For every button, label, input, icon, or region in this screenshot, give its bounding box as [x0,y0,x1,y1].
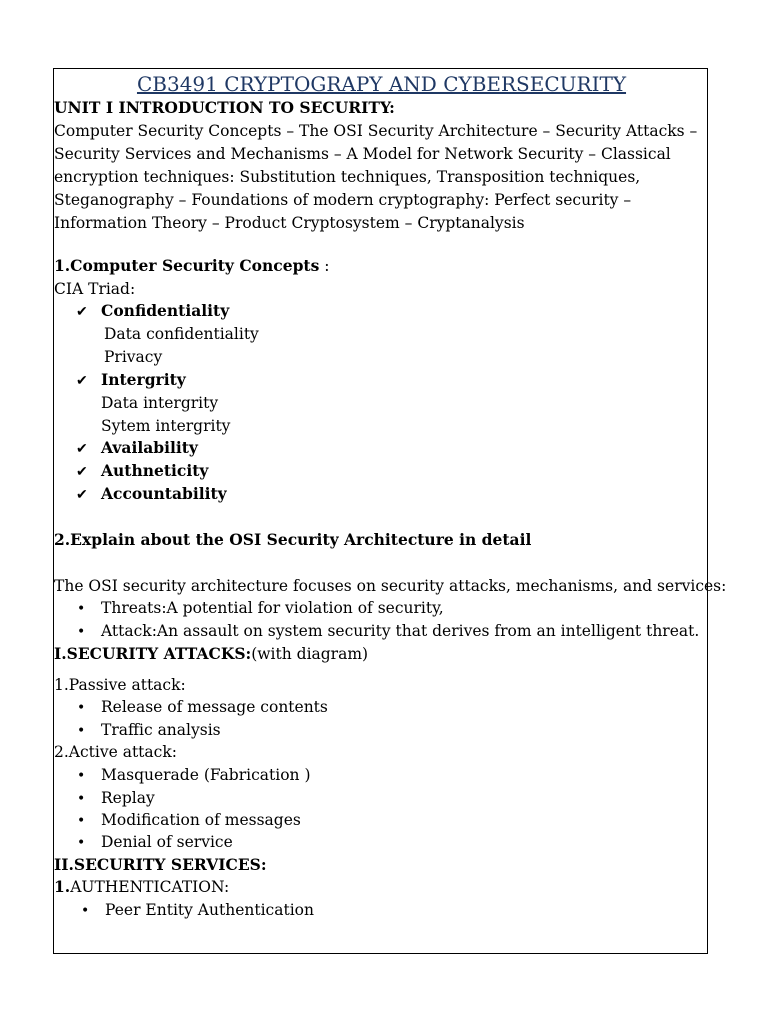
list-item: Peer Entity Authentication [105,901,314,919]
list-item-threats: Threats:A potential for violation of security, [101,599,444,617]
cia-triad-label: CIA Triad: [54,280,136,298]
list-item-attack: Attack:An assault on system security that derives from an intelligent threat. [101,622,700,640]
syllabus-line: Computer Security Concepts – The OSI Security Architecture – Security Attacks – [54,122,698,140]
list-item-accountability: Accountability [101,484,227,503]
active-attack-label: 2.Active attack: [54,743,177,761]
bullet-icon: • [77,624,86,640]
list-item-integrity: Intergrity [101,370,186,389]
bullet-icon: • [77,601,86,617]
syllabus-line: Security Services and Mechanisms – A Model for Network Security – Classical [54,145,671,163]
bullet-icon: • [77,791,86,807]
list-item-privacy: Privacy [104,348,163,366]
passive-attack-label: 1.Passive attack: [54,676,186,694]
list-item-authenticity: Authneticity [101,461,209,480]
check-icon: ✔ [76,464,88,480]
list-item: Traffic analysis [101,721,221,739]
syllabus-line: Information Theory – Product Cryptosystem – Cryptanalysis [54,214,525,232]
syllabus-line: encryption techniques: Substitution techniques, Transposition techniques, [54,168,641,186]
list-item-data-integrity: Data intergrity [101,394,219,412]
security-services-heading: II.SECURITY SERVICES: [54,855,267,874]
bullet-icon: • [81,903,90,919]
list-item-availability: Availability [101,438,198,457]
list-item: Masquerade (Fabrication ) [101,766,311,784]
check-icon: ✔ [76,487,88,503]
list-item: Replay [101,789,155,807]
security-attacks-heading: I.SECURITY ATTACKS:(with diagram) [54,644,369,663]
section2-intro: The OSI security architecture focuses on security attacks, mechanisms, and services: [54,577,727,595]
bullet-icon: • [77,700,86,716]
list-item-data-confidentiality: Data confidentiality [104,325,259,343]
list-item-system-integrity: Sytem intergrity [101,417,231,435]
list-item: Release of message contents [101,698,328,716]
section2-heading: 2.Explain about the OSI Security Architecture in detail [54,530,532,549]
bullet-icon: • [77,768,86,784]
section1-heading: 1.Computer Security Concepts : [54,256,330,275]
check-icon: ✔ [76,441,88,457]
document-title: CB3491 CRYPTOGRAPY AND CYBERSECURITY [136,72,627,96]
authentication-label: 1.AUTHENTICATION: [54,877,230,896]
bullet-icon: • [77,813,86,829]
list-item: Denial of service [101,833,233,851]
unit-heading: UNIT I INTRODUCTION TO SECURITY: [54,98,395,117]
check-icon: ✔ [76,304,88,320]
bullet-icon: • [77,723,86,739]
syllabus-line: Steganography – Foundations of modern cryptography: Perfect security – [54,191,632,209]
check-icon: ✔ [76,373,88,389]
bullet-icon: • [77,835,86,851]
list-item: Modification of messages [101,811,301,829]
list-item-confidentiality: Confidentiality [101,301,230,320]
